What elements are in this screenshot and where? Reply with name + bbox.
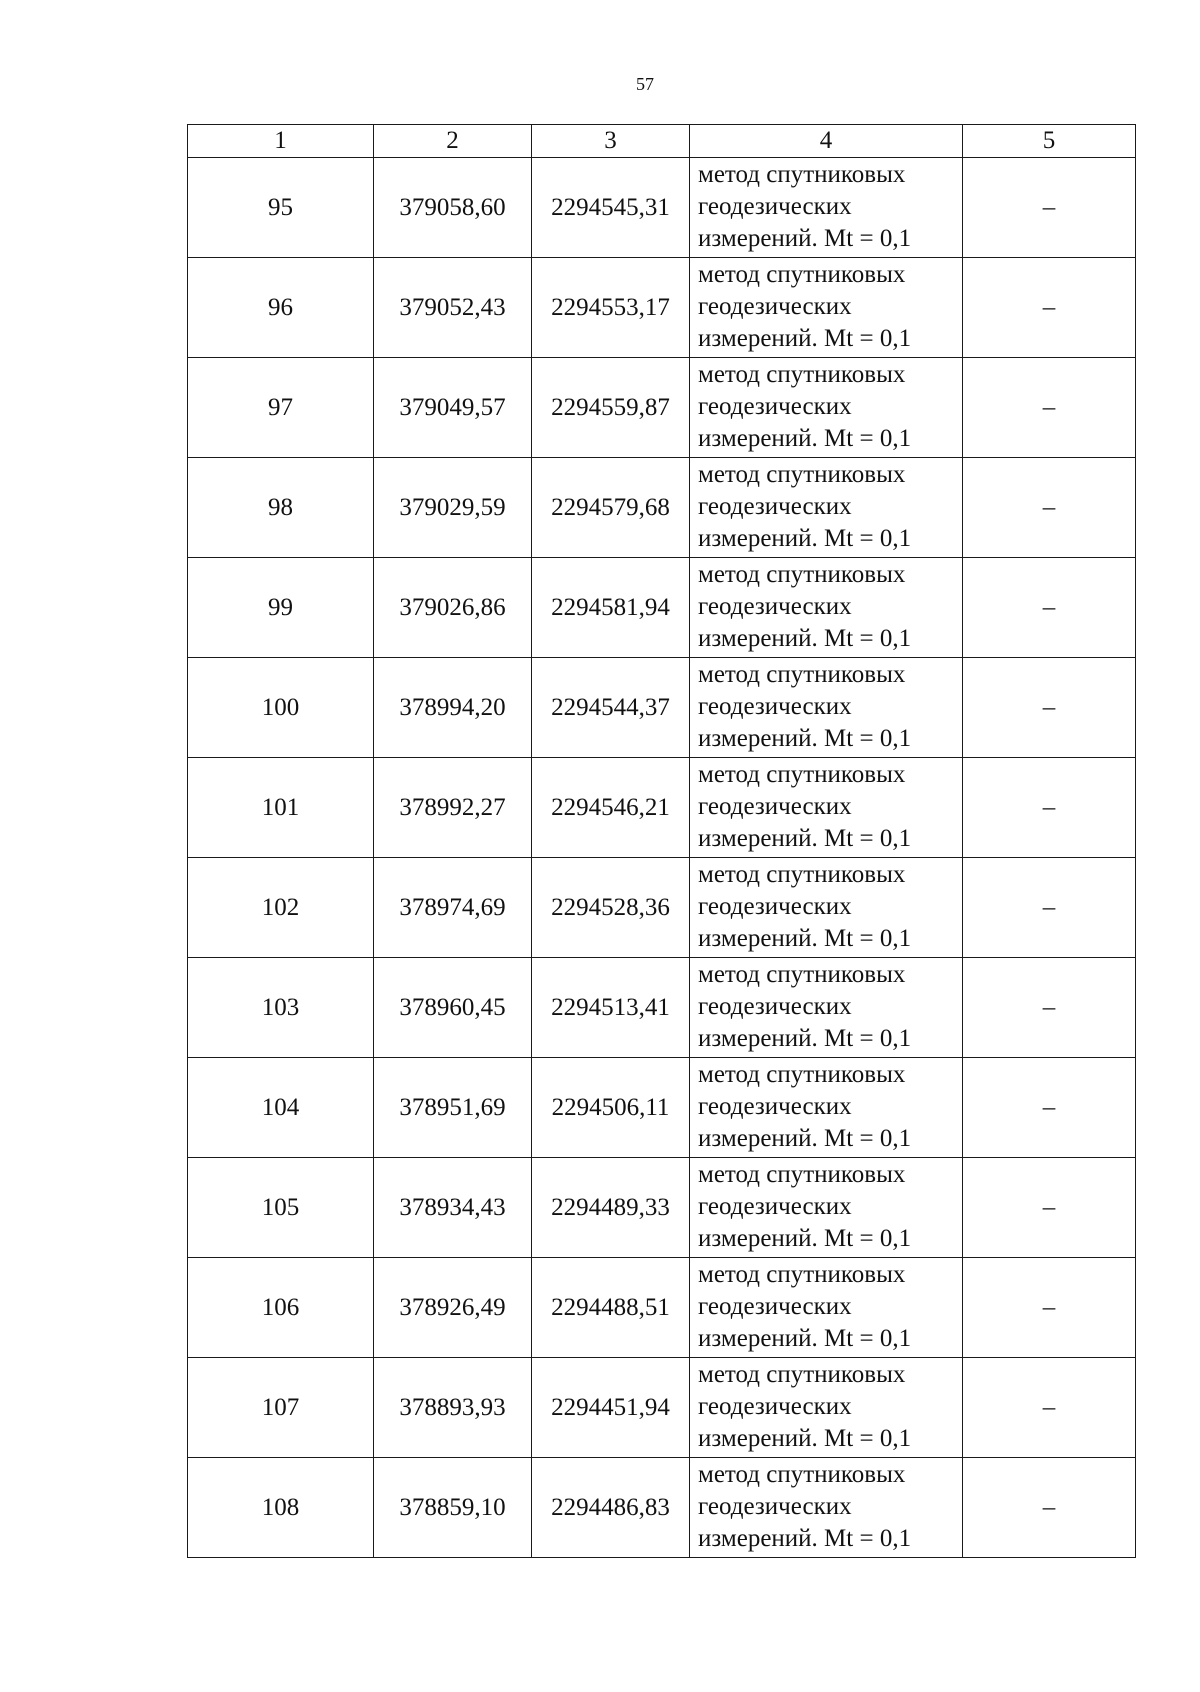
coordinate-x: 378934,43 xyxy=(374,1158,532,1258)
method-line: метод спутниковых xyxy=(698,161,906,188)
coordinate-y: 2294544,37 xyxy=(532,658,690,758)
method-line: метод спутниковых xyxy=(698,861,906,888)
coordinate-y: 2294506,11 xyxy=(532,1058,690,1158)
method-line: метод спутниковых xyxy=(698,661,906,688)
method-line: метод спутниковых xyxy=(698,1261,906,1288)
note-cell: – xyxy=(963,258,1136,358)
method-line: геодезических xyxy=(698,1493,852,1520)
coordinate-x: 378992,27 xyxy=(374,758,532,858)
point-number: 105 xyxy=(188,1158,374,1258)
method-line: метод спутниковых xyxy=(698,261,906,288)
coordinate-x: 378994,20 xyxy=(374,658,532,758)
method-line: геодезических xyxy=(698,993,852,1020)
point-number: 98 xyxy=(188,458,374,558)
method-line: геодезических xyxy=(698,593,852,620)
point-number: 101 xyxy=(188,758,374,858)
method-line: измерений. Mt = 0,1 xyxy=(698,325,912,352)
method-line: метод спутниковых xyxy=(698,1361,906,1388)
point-number: 99 xyxy=(188,558,374,658)
method-cell xyxy=(690,558,963,658)
table-row xyxy=(188,1458,1136,1558)
header-col-1: 1 xyxy=(188,125,374,158)
method-cell xyxy=(690,958,963,1058)
coordinates-table xyxy=(187,124,1136,1558)
method-line: метод спутниковых xyxy=(698,1461,906,1488)
method-line: геодезических xyxy=(698,793,852,820)
method-line: метод спутниковых xyxy=(698,561,906,588)
table-header xyxy=(188,125,1136,158)
header-row xyxy=(188,125,1136,158)
coordinate-x: 379058,60 xyxy=(374,158,532,258)
coordinate-y: 2294451,94 xyxy=(532,1358,690,1458)
table-row xyxy=(188,1358,1136,1458)
header-col-3: 3 xyxy=(532,125,690,158)
table-row xyxy=(188,358,1136,458)
note-cell: – xyxy=(963,1358,1136,1458)
table-row xyxy=(188,1258,1136,1358)
note-cell: – xyxy=(963,758,1136,858)
method-cell xyxy=(690,458,963,558)
table-row xyxy=(188,658,1136,758)
coordinate-x: 379029,59 xyxy=(374,458,532,558)
note-cell: – xyxy=(963,158,1136,258)
coordinate-y: 2294489,33 xyxy=(532,1158,690,1258)
header-col-2: 2 xyxy=(374,125,532,158)
coordinate-y: 2294579,68 xyxy=(532,458,690,558)
method-line: метод спутниковых xyxy=(698,961,906,988)
coordinate-x: 378859,10 xyxy=(374,1458,532,1558)
method-line: геодезических xyxy=(698,293,852,320)
method-cell xyxy=(690,758,963,858)
point-number: 102 xyxy=(188,858,374,958)
coordinate-x: 378893,93 xyxy=(374,1358,532,1458)
table-row xyxy=(188,258,1136,358)
table-row xyxy=(188,858,1136,958)
method-line: измерений. Mt = 0,1 xyxy=(698,1325,912,1352)
method-cell xyxy=(690,1358,963,1458)
method-cell xyxy=(690,1058,963,1158)
method-line: метод спутниковых xyxy=(698,1061,906,1088)
method-cell xyxy=(690,158,963,258)
table-row xyxy=(188,958,1136,1058)
note-cell: – xyxy=(963,658,1136,758)
method-line: геодезических xyxy=(698,393,852,420)
note-cell: – xyxy=(963,558,1136,658)
coordinate-x: 379026,86 xyxy=(374,558,532,658)
method-cell xyxy=(690,858,963,958)
method-line: измерений. Mt = 0,1 xyxy=(698,625,912,652)
method-line: измерений. Mt = 0,1 xyxy=(698,925,912,952)
note-cell: – xyxy=(963,858,1136,958)
method-cell xyxy=(690,1158,963,1258)
page-number: 57 xyxy=(636,74,654,94)
coordinate-y: 2294581,94 xyxy=(532,558,690,658)
table-body xyxy=(188,158,1136,1558)
note-cell: – xyxy=(963,358,1136,458)
method-cell xyxy=(690,1258,963,1358)
method-line: измерений. Mt = 0,1 xyxy=(698,1225,912,1252)
coordinate-x: 378926,49 xyxy=(374,1258,532,1358)
method-cell xyxy=(690,1458,963,1558)
table-row xyxy=(188,758,1136,858)
header-col-4: 4 xyxy=(690,125,963,158)
coordinate-y: 2294528,36 xyxy=(532,858,690,958)
point-number: 104 xyxy=(188,1058,374,1158)
method-cell xyxy=(690,358,963,458)
coordinate-y: 2294486,83 xyxy=(532,1458,690,1558)
note-cell: – xyxy=(963,1258,1136,1358)
coordinate-y: 2294545,31 xyxy=(532,158,690,258)
point-number: 103 xyxy=(188,958,374,1058)
header-col-5: 5 xyxy=(963,125,1136,158)
method-line: измерений. Mt = 0,1 xyxy=(698,1425,912,1452)
point-number: 97 xyxy=(188,358,374,458)
method-line: геодезических xyxy=(698,893,852,920)
method-cell xyxy=(690,258,963,358)
note-cell: – xyxy=(963,958,1136,1058)
table-row xyxy=(188,158,1136,258)
table-row xyxy=(188,1158,1136,1258)
coordinate-x: 378960,45 xyxy=(374,958,532,1058)
method-line: геодезических xyxy=(698,1093,852,1120)
point-number: 100 xyxy=(188,658,374,758)
method-line: метод спутниковых xyxy=(698,361,906,388)
method-cell xyxy=(690,658,963,758)
method-line: геодезических xyxy=(698,693,852,720)
coordinate-y: 2294553,17 xyxy=(532,258,690,358)
method-line: измерений. Mt = 0,1 xyxy=(698,225,912,252)
method-line: измерений. Mt = 0,1 xyxy=(698,1525,912,1552)
coordinate-x: 379052,43 xyxy=(374,258,532,358)
point-number: 107 xyxy=(188,1358,374,1458)
note-cell: – xyxy=(963,1458,1136,1558)
method-line: геодезических xyxy=(698,1293,852,1320)
coordinate-y: 2294559,87 xyxy=(532,358,690,458)
point-number: 108 xyxy=(188,1458,374,1558)
coordinate-x: 378974,69 xyxy=(374,858,532,958)
table-row xyxy=(188,458,1136,558)
table-row xyxy=(188,1058,1136,1158)
method-line: измерений. Mt = 0,1 xyxy=(698,1025,912,1052)
point-number: 95 xyxy=(188,158,374,258)
coordinate-x: 378951,69 xyxy=(374,1058,532,1158)
method-line: геодезических xyxy=(698,1193,852,1220)
method-line: метод спутниковых xyxy=(698,1161,906,1188)
coordinate-y: 2294513,41 xyxy=(532,958,690,1058)
coordinate-y: 2294488,51 xyxy=(532,1258,690,1358)
method-line: измерений. Mt = 0,1 xyxy=(698,525,912,552)
point-number: 96 xyxy=(188,258,374,358)
method-line: метод спутниковых xyxy=(698,761,906,788)
method-line: измерений. Mt = 0,1 xyxy=(698,425,912,452)
method-line: геодезических xyxy=(698,193,852,220)
method-line: геодезических xyxy=(698,1393,852,1420)
method-line: измерений. Mt = 0,1 xyxy=(698,1125,912,1152)
method-line: измерений. Mt = 0,1 xyxy=(698,825,912,852)
point-number: 106 xyxy=(188,1258,374,1358)
note-cell: – xyxy=(963,1158,1136,1258)
note-cell: – xyxy=(963,1058,1136,1158)
table-row xyxy=(188,558,1136,658)
method-line: геодезических xyxy=(698,493,852,520)
method-line: измерений. Mt = 0,1 xyxy=(698,725,912,752)
note-cell: – xyxy=(963,458,1136,558)
coordinate-y: 2294546,21 xyxy=(532,758,690,858)
coordinate-x: 379049,57 xyxy=(374,358,532,458)
method-line: метод спутниковых xyxy=(698,461,906,488)
